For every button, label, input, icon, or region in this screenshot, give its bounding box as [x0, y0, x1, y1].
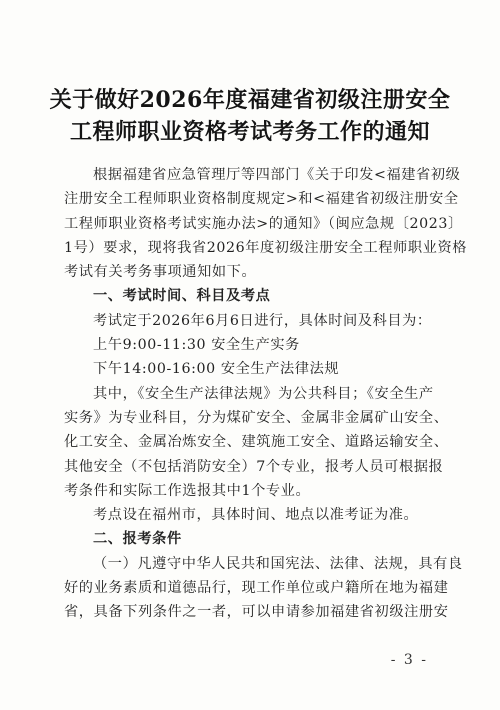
subject-line: 实务》为专业科目，分为煤矿安全、金属非金属矿山安全、 — [64, 409, 449, 426]
intro-line: 工程师职业资格考试实施办法>的通知》（闽应急规〔2023〕 — [64, 215, 463, 232]
condition-line: 省，具备下列条件之一者，可以申请参加福建省初级注册安 — [64, 604, 449, 621]
document-body — [64, 163, 468, 625]
intro-line: 注册安全工程师职业资格制度规定>和<福建省初级注册安全 — [64, 191, 459, 208]
title-line: 关于做好2026年度福建省初级注册安全 — [49, 87, 451, 113]
page-number: - 3 - — [390, 652, 428, 668]
schedule-afternoon: 下午14:00-16:00 安全生产法律法规 — [93, 361, 340, 378]
condition-line: 好的业务素质和道德品行，现工作单位或户籍所在地为福建 — [64, 580, 449, 597]
section-heading: 二、报考条件 — [93, 531, 182, 548]
subject-line: 考条件和实际工作选报其中1个专业。 — [64, 482, 311, 499]
venue-line: 考点设在福州市，具体时间、地点以准考证为准。 — [93, 507, 419, 524]
condition-line: （一）凡遵守中华人民共和国宪法、法律、法规，具有良 — [93, 555, 463, 572]
document-title — [40, 84, 460, 148]
schedule-morning: 上午9:00-11:30 安全生产实务 — [93, 337, 300, 354]
section-heading: 一、考试时间、科目及考点 — [93, 288, 271, 305]
intro-line: 考试有关考务事项通知如下。 — [64, 264, 257, 281]
subject-line: 其中，《安全生产法律法规》为公共科目；《安全生产 — [93, 385, 434, 402]
subject-line: 化工安全、金属冶炼安全、建筑施工安全、道路运输安全、 — [64, 434, 449, 451]
intro-line: 1号）要求，现将我省2026年度初级注册安全工程师职业资格 — [64, 239, 468, 256]
subject-line: 其他安全（不包括消防安全）7个专业，报考人员可根据报 — [64, 458, 444, 475]
schedule-intro: 考试定于2026年6月6日进行，具体时间及科目为： — [93, 312, 432, 329]
intro-line: 根据福建省应急管理厅等四部门《关于印发<福建省初级 — [93, 167, 461, 183]
title-line: 工程师职业资格考试考务工作的通知 — [69, 119, 430, 145]
